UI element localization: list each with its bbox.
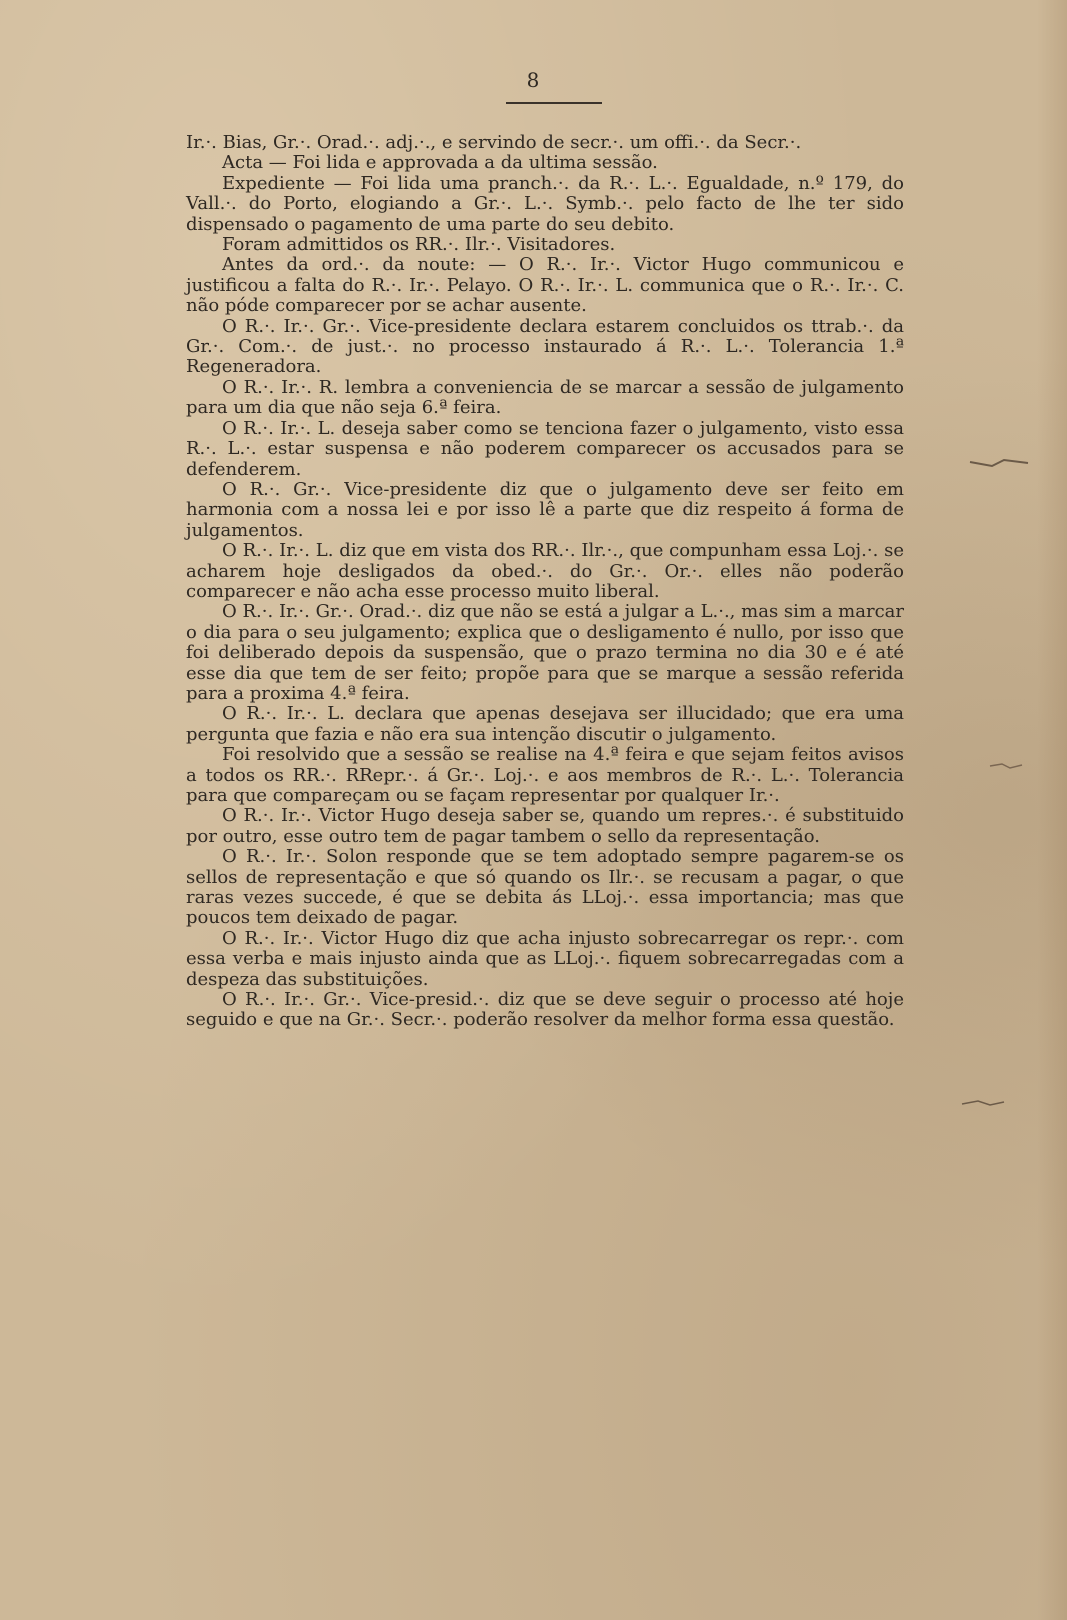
page-number-rule <box>506 102 602 104</box>
paragraph: O R.·. Ir.·. Gr.·. Orad.·. diz que não se está a julgar a L.·., mas sim a marcar o dia para o seu julgamento; explica que o desligamento é nullo, por isso que foi deliberado depois da suspensão, que o prazo termina no dia 30 e é até esse dia que tem de ser feito; propõe para que se marque a sessão referida para a proxima 4.ª feira. <box>186 601 904 704</box>
page-edge-shadow <box>1037 0 1067 1620</box>
paragraph: Acta — Foi lida e approvada a da ultima sessão. <box>222 152 658 174</box>
paragraph: Antes da ord.·. da noute: — O R.·. Ir.·. Victor Hugo communicou e justificou a falta do R.·. Ir.·. Pelayo. O R.·. Ir.·. L. communica que o R.·. Ir.·. C. não póde comparecer por se achar ausente. <box>186 254 904 317</box>
paragraph: O R.·. Ir.·. L. deseja saber como se tenciona fazer o julgamento, visto essa R.·. L.·. estar suspensa e não poderem comparecer os accusados para se defenderem. <box>186 417 904 480</box>
paragraph: O R.·. Ir.·. Gr.·. Vice-presid.·. diz que se deve seguir o processo até hoje seguido e que na Gr.·. Secr.·. poderão resolver da melhor forma essa questão. <box>186 989 904 1031</box>
paragraph: Foram admittidos os RR.·. Ilr.·. Visitadores. <box>222 234 616 256</box>
paragraph: O R.·. Gr.·. Vice-presidente diz que o julgamento deve ser feito em harmonia com a nossa lei e por isso lê a parte que diz respeito á forma de julgamentos. <box>186 478 904 541</box>
body-text <box>186 133 904 1031</box>
margin-stain <box>960 1096 1006 1110</box>
paragraph: Ir.·. Bias, Gr.·. Orad.·. adj.·., e servindo de secr.·. um offi.·. da Secr.·. <box>186 132 802 153</box>
paragraph: O R.·. Ir.·. Gr.·. Vice-presidente declara estarem concluidos os ttrab.·. da Gr.·. Com.·. de just.·. no processo instaurado á R.·. L.·. Tolerancia 1.ª Regeneradora. <box>186 315 904 378</box>
margin-stain <box>968 452 1030 472</box>
paragraph: O R.·. Ir.·. Victor Hugo deseja saber se, quando um repres.·. é substituido por outro, esse outro tem de pagar tambem o sello da representação. <box>186 805 904 847</box>
margin-stain <box>988 760 1024 772</box>
paragraph: O R.·. Ir.·. L. declara que apenas desejava ser illucidado; que era uma pergunta que fazia e não era sua intenção discutir o julgamento. <box>186 703 904 745</box>
paragraph: O R.·. Ir.·. R. lembra a conveniencia de se marcar a sessão de julgamento para um dia que não seja 6.ª feira. <box>186 376 904 419</box>
paragraph: O R.·. Ir.·. L. diz que em vista dos RR.·. Ilr.·., que compunham essa Loj.·. se acharem hoje desligados da obed.·. do Gr.·. Or.·. elles não poderão comparecer e não acha esse processo muito liberal. <box>186 540 904 602</box>
paragraph: Expediente — Foi lida uma pranch.·. da R.·. L.·. Egualdade, n.º 179, do Vall.·. do Porto, elogiando a Gr.·. L.·. Symb.·. pelo facto de lhe ter sido dispensado o pagamento de uma parte do seu debito. <box>186 172 904 235</box>
page-number: 8 <box>526 68 541 92</box>
paragraph: O R.·. Ir.·. Victor Hugo diz que acha injusto sobrecarregar os repr.·. com essa verba e mais injusto ainda que as LLoj.·. fiquem sobrecarregadas com a despeza das substituições. <box>186 927 904 990</box>
paragraph: Foi resolvido que a sessão se realise na 4.ª feira e que sejam feitos avisos a todos os RR.·. RRepr.·. á Gr.·. Loj.·. e aos membros de R.·. L.·. Tolerancia para que compareçam ou se façam representar por qualquer Ir.·. <box>186 744 904 806</box>
paragraph: O R.·. Ir.·. Solon responde que se tem adoptado sempre pagarem-se os sellos de representação e que só quando os Ilr.·. se recusam a pagar, o que raras vezes succede, é que se debita ás LLoj.·. essa importancia; mas que poucos tem deixado de pagar. <box>186 846 904 929</box>
